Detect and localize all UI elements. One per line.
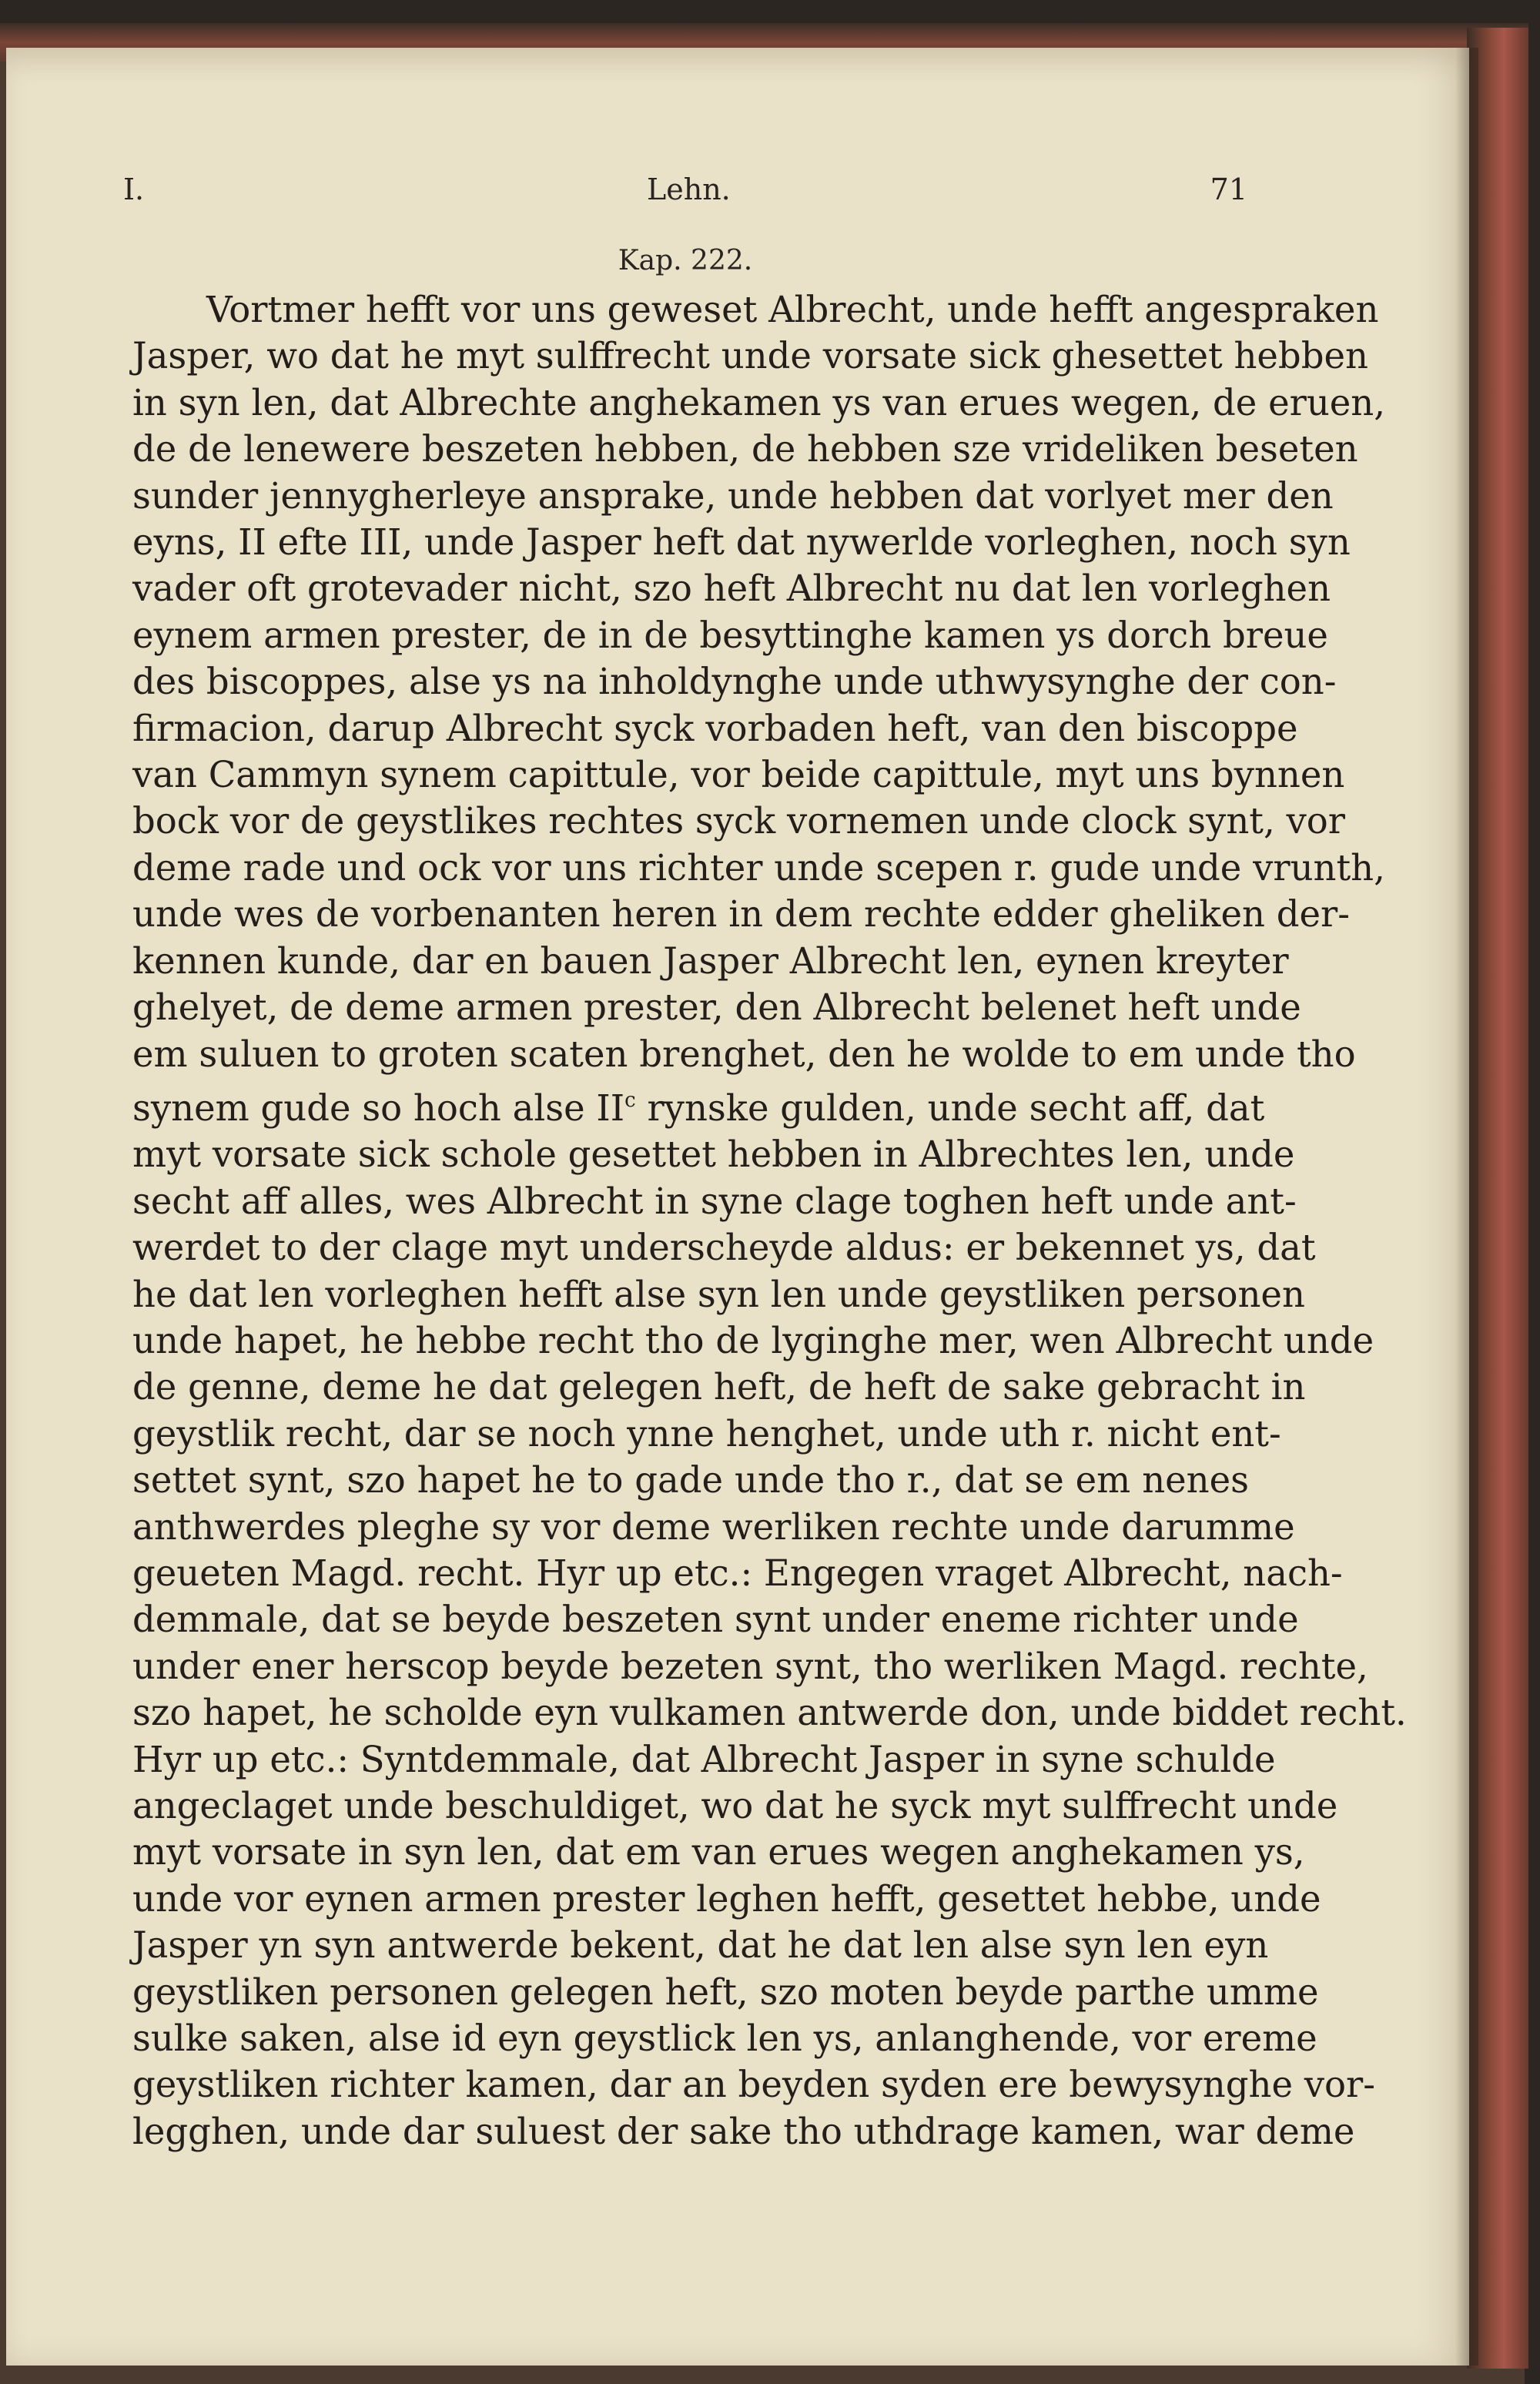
text-line: geystliken richter kamen, dar an beyden syden ere bewysynghe vor- bbox=[132, 2064, 1375, 2106]
text-line: Hyr up etc.: Syntdemmale, dat Albrecht Jasper in syne schulde bbox=[132, 1738, 1276, 1780]
text-line: legghen, unde dar suluest der sake tho uthdrage kamen, war deme bbox=[132, 2110, 1355, 2152]
text-line: in syn len, dat Albrechte anghekamen ys van erues wegen, de eruen, bbox=[132, 381, 1386, 424]
text-line: unde vor eynen armen prester leghen hefft, gesettet hebbe, unde bbox=[132, 1877, 1321, 1920]
text-line: unde wes de vorbenanten heren in dem rechte edder gheliken der- bbox=[132, 893, 1350, 936]
text-line: Jasper, wo dat he myt sulffrecht unde vorsate sick ghesettet hebben bbox=[132, 335, 1368, 377]
text-line-end: rynske gulden, unde secht aff, dat bbox=[635, 1087, 1265, 1129]
text-line: ghelyet, de deme armen prester, den Albrecht belenet heft unde bbox=[132, 986, 1301, 1029]
text-line: de genne, deme he dat gelegen heft, de heft de sake gebracht in bbox=[132, 1366, 1306, 1408]
text-line: secht aff alles, wes Albrecht in syne clage toghen heft unde ant- bbox=[132, 1180, 1297, 1222]
text-line: angeclaget unde beschuldiget, wo dat he syck myt sulffrecht unde bbox=[132, 1785, 1338, 1827]
text-line: settet synt, szo hapet he to gade unde tho r., dat se em nenes bbox=[132, 1459, 1249, 1502]
text-line: unde hapet, he hebbe recht tho de lyginghe mer, wen Albrecht unde bbox=[132, 1319, 1374, 1361]
text-line: geystliken personen gelegen heft, szo moten beyde parthe umme bbox=[132, 1970, 1319, 2013]
text-line: des biscoppes, alse ys na inholdynghe unde uthwysynghe der con- bbox=[132, 661, 1337, 703]
text-line: kennen kunde, dar en bauen Jasper Albrecht len, eynen kreyter bbox=[132, 939, 1289, 982]
text-line: geueten Magd. recht. Hyr up etc.: Engegen vraget Albrecht, nach- bbox=[132, 1552, 1343, 1594]
body-text bbox=[132, 286, 1407, 2155]
text-line: Vortmer hefft vor uns geweset Albrecht, unde hefft angespraken bbox=[206, 289, 1379, 330]
text-line: vader oft grotevader nicht, szo heft Albrecht nu dat len vorleghen bbox=[132, 568, 1331, 610]
text-line-start: synem gude so hoch alse II bbox=[132, 1087, 625, 1129]
text-line: he dat len vorleghen hefft alse syn len unde geystliken personen bbox=[132, 1273, 1305, 1315]
text-line: Jasper yn syn antwerde bekent, dat he dat len alse syn len eyn bbox=[132, 1924, 1269, 1967]
text-line: werdet to der clage myt underscheyde aldus: er bekennet ys, dat bbox=[132, 1227, 1316, 1269]
text-line: myt vorsate sick schole gesettet hebben in Albrechtes len, unde bbox=[132, 1133, 1295, 1176]
text-line: van Cammyn synem capittule, vor beide capittule, myt uns bynnen bbox=[132, 754, 1345, 796]
page-gutter-shadow bbox=[1455, 48, 1478, 2366]
text-line: deme rade und ock vor uns richter unde scepen r. gude unde vrunth, bbox=[132, 846, 1385, 889]
text-line: bock vor de geystlikes rechtes syck vornemen unde clock synt, vor bbox=[132, 800, 1346, 842]
chapter-heading: Kap. 222. bbox=[618, 245, 753, 276]
text-line: geystlik recht, dar se noch ynne henghet, unde uth r. nicht ent- bbox=[132, 1412, 1281, 1455]
page-number: 71 bbox=[1210, 172, 1247, 206]
text-line-with-superscript bbox=[132, 1077, 1265, 1131]
text-line: de de lenewere beszeten hebben, de hebben sze vrideliken beseten bbox=[132, 428, 1358, 470]
text-line: under ener herscop beyde bezeten synt, tho werliken Magd. rechte, bbox=[132, 1645, 1368, 1687]
text-line: sulke saken, alse id eyn geystlick len ys, anlanghende, vor ereme bbox=[132, 2017, 1317, 2060]
superscript-c: c bbox=[624, 1088, 636, 1112]
text-line: szo hapet, he scholde eyn vulkamen antwerde don, unde biddet recht. bbox=[132, 1692, 1407, 1734]
running-header bbox=[123, 172, 1247, 219]
text-line: em suluen to groten scaten brenghet, den he wolde to em unde tho bbox=[132, 1033, 1356, 1075]
text-line: demmale, dat se beyde beszeten synt under eneme richter unde bbox=[132, 1599, 1299, 1641]
text-line: firmacion, darup Albrecht syck vorbaden heft, van den biscoppe bbox=[132, 707, 1298, 749]
text-line: myt vorsate in syn len, dat em van erues wegen anghekamen ys, bbox=[132, 1831, 1305, 1873]
section-number: I. bbox=[123, 172, 145, 206]
text-line: anthwerdes pleghe sy vor deme werliken rechte unde darumme bbox=[132, 1505, 1295, 1548]
text-line: eyns, II efte III, unde Jasper heft dat nywerlde vorleghen, noch syn bbox=[132, 521, 1351, 564]
text-line: sunder jennygherleye ansprake, unde hebben dat vorlyet mer den bbox=[132, 474, 1334, 517]
text-line: eynem armen prester, de in de besyttinghe kamen ys dorch breue bbox=[132, 614, 1328, 656]
running-title: Lehn. bbox=[647, 172, 731, 206]
